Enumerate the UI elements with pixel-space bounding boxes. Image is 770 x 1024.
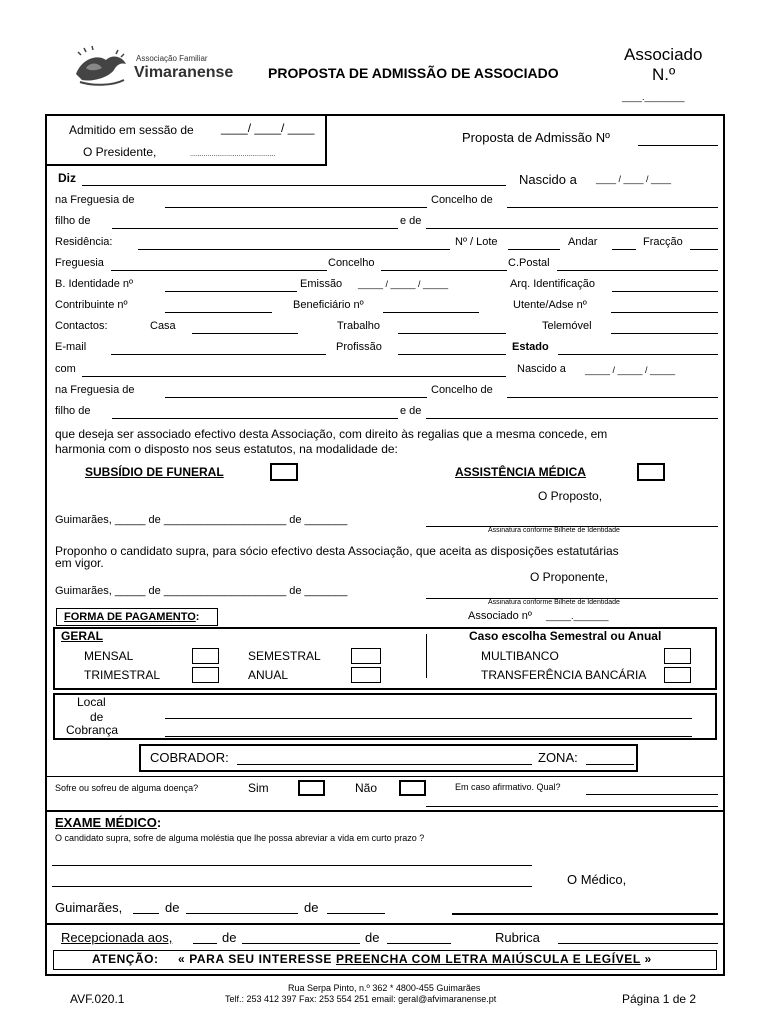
page-title: PROPOSTA DE ADMISSÃO DE ASSOCIADO <box>268 65 559 81</box>
estado-field[interactable] <box>558 354 718 355</box>
medico-label: O Médico, <box>567 872 627 887</box>
payment-title: FORMA DE PAGAMENTO: <box>64 611 200 623</box>
diz-label: Diz <box>58 171 76 185</box>
recepcionada-label: Recepcionada aos, <box>61 930 173 945</box>
statement-line1: que deseja ser associado efectivo desta Associação, com direito às regalias que a mesma concede, em <box>55 427 608 441</box>
proponent-line2: em vigor. <box>55 556 104 570</box>
residencia-label: Residência: <box>55 236 113 248</box>
contribuinte-label: Contribuinte nº <box>55 299 128 311</box>
zona-field[interactable] <box>586 764 634 765</box>
filho-de-field[interactable] <box>112 228 398 229</box>
cobranca-box <box>53 693 717 740</box>
spouse-freguesia-de-label: na Freguesia de <box>55 384 135 396</box>
notice-text: « PARA SEU INTERESSE PREENCHA COM LETRA MAIÚSCULA E LEGÍVEL » <box>178 952 652 966</box>
proponent-line1: Proponho o candidato supra, para sócio efectivo desta Associação, que aceita as disposições estatutárias <box>55 544 619 558</box>
semestral-label: SEMESTRAL <box>248 649 321 663</box>
assistencia-label: ASSISTÊNCIA MÉDICA <box>455 465 586 479</box>
rec-day-field[interactable] <box>193 943 217 944</box>
e-de-field[interactable] <box>426 228 718 229</box>
exam-month-field[interactable] <box>186 913 298 914</box>
spouse-concelho-de-field[interactable] <box>507 397 718 398</box>
rec-year-field[interactable] <box>387 943 451 944</box>
local-label: Local <box>77 695 106 709</box>
recepcionada-separator <box>47 923 723 925</box>
rubrica-label: Rubrica <box>495 930 540 945</box>
qual-label: Em caso afirmativo. Qual? <box>455 782 561 792</box>
spouse-filho-de-field[interactable] <box>112 418 398 419</box>
exam-day-field[interactable] <box>133 913 159 914</box>
freguesia-de-label: na Freguesia de <box>55 194 135 206</box>
concelho-de-label: Concelho de <box>431 194 493 206</box>
cobranca-label: Cobrança <box>66 723 119 737</box>
lote-field[interactable] <box>508 249 560 250</box>
filho-de-label: filho de <box>55 215 91 227</box>
medico-signature-line[interactable] <box>452 913 718 915</box>
notice-atencao: ATENÇÃO: <box>92 952 159 966</box>
nao-checkbox[interactable] <box>399 780 426 796</box>
footer-code: AVF.020.1 <box>70 992 125 1006</box>
multibanco-checkbox[interactable] <box>664 648 691 664</box>
caso-label: Caso escolha Semestral ou Anual <box>469 629 662 643</box>
presidente-signature[interactable]: ............................................ <box>190 151 276 158</box>
estado-label: Estado <box>512 341 549 353</box>
e-de-label: e de <box>400 215 422 227</box>
spouse-freguesia-de-field[interactable] <box>165 397 427 398</box>
cobrador-label: COBRADOR: <box>150 750 229 765</box>
health-separator <box>47 776 723 777</box>
mensal-label: MENSAL <box>84 649 134 663</box>
beneficiario-label: Beneficiário nº <box>293 299 364 311</box>
casa-field[interactable] <box>192 333 298 334</box>
spouse-nascido-date[interactable]: _____ / _____ / _____ <box>585 365 676 375</box>
mensal-checkbox[interactable] <box>192 648 219 664</box>
fraccao-label: Fracção <box>643 236 683 248</box>
andar-field[interactable] <box>612 249 636 250</box>
exam-title: EXAME MÉDICO: <box>55 815 162 830</box>
associado-no-label: Associado nº <box>468 610 532 622</box>
cpostal-field[interactable] <box>557 270 718 271</box>
contactos-label: Contactos: <box>55 320 108 332</box>
transferencia-checkbox[interactable] <box>664 667 691 683</box>
exam-guimaraes-label: Guimarães, <box>55 900 123 915</box>
health-question: Sofre ou sofreu de alguma doença? <box>55 783 199 793</box>
exam-de2-label: de <box>304 900 319 915</box>
logo-line1: Associação Familiar <box>136 54 208 63</box>
proposta-number-label: Proposta de Admissão Nº <box>462 130 610 145</box>
concelho-de-field[interactable] <box>507 207 718 208</box>
email-label: E-mail <box>55 341 87 353</box>
nascido-date[interactable]: ____ / ____ / ____ <box>596 174 672 184</box>
numero-label: N.º <box>652 65 676 84</box>
statement-date[interactable]: Guimarães, _____ de ____________________ de _______ <box>55 514 348 526</box>
numero-blank: ____.________ <box>622 92 685 102</box>
profissao-label: Profissão <box>336 341 382 353</box>
cobranca-field-1[interactable] <box>165 718 692 719</box>
arq-label: Arq. Identificação <box>510 278 595 290</box>
exam-year-field[interactable] <box>327 913 385 914</box>
freguesia-label: Freguesia <box>55 257 104 269</box>
telemovel-field[interactable] <box>611 333 718 334</box>
rec-de2-label: de <box>365 930 380 945</box>
sim-checkbox[interactable] <box>298 780 325 796</box>
exam-field-1[interactable] <box>52 865 532 866</box>
com-label: com <box>55 363 76 375</box>
freguesia-field[interactable] <box>111 270 327 271</box>
semestral-checkbox[interactable] <box>351 648 381 664</box>
rec-month-field[interactable] <box>242 943 360 944</box>
logo <box>72 44 237 90</box>
emissao-label: Emissão <box>300 278 343 290</box>
subsidio-checkbox[interactable] <box>270 463 298 481</box>
anual-label: ANUAL <box>248 668 289 682</box>
payment-divider <box>426 634 427 678</box>
cobranca-field-2[interactable] <box>165 736 692 737</box>
spouse-concelho-de-label: Concelho de <box>431 384 493 396</box>
casa-label: Casa <box>150 320 176 332</box>
rubrica-field[interactable] <box>558 943 718 944</box>
statement-assinatura: Assinatura conforme Bilhete de Identidade <box>488 527 620 534</box>
beneficiario-field[interactable] <box>383 312 479 313</box>
fraccao-field[interactable] <box>690 249 718 250</box>
associado-label: Associado <box>624 45 703 64</box>
transferencia-label: TRANSFERÊNCIA BANCÁRIA <box>481 668 647 682</box>
spouse-e-de-label: e de <box>400 405 422 417</box>
freguesia-de-field[interactable] <box>165 207 427 208</box>
local-de-label: de <box>90 710 104 724</box>
admitido-date[interactable]: ____/ ____/ ____ <box>221 121 315 135</box>
nascido-label: Nascido a <box>519 172 577 187</box>
exam-field-2[interactable] <box>52 886 532 887</box>
subsidio-label: SUBSÍDIO DE FUNERAL <box>85 465 224 479</box>
proponent-date[interactable]: Guimarães, _____ de ____________________ de _______ <box>55 585 348 597</box>
proposta-number-field[interactable] <box>638 145 718 146</box>
nao-label: Não <box>355 781 378 795</box>
admitido-label: Admitido em sessão de <box>69 123 194 137</box>
com-field[interactable] <box>82 376 506 377</box>
profissao-field[interactable] <box>398 354 506 355</box>
residencia-field[interactable] <box>138 249 450 250</box>
spouse-nascido-label: Nascido a <box>517 363 566 375</box>
concelho-label: Concelho <box>328 257 375 269</box>
zona-label: ZONA: <box>538 750 578 765</box>
trimestral-checkbox[interactable] <box>192 667 219 683</box>
logo-emblem-icon <box>72 44 132 88</box>
exam-question: O candidato supra, sofre de alguma moléstia que lhe possa abreviar a vida em curto prazo ? <box>55 833 425 843</box>
rec-de1-label: de <box>222 930 237 945</box>
proponente-label: O Proponente, <box>530 570 609 584</box>
trabalho-label: Trabalho <box>337 320 381 332</box>
qual-field-2[interactable] <box>426 806 718 807</box>
lote-label: Nº / Lote <box>455 236 498 248</box>
andar-label: Andar <box>568 236 598 248</box>
exam-separator <box>47 810 723 812</box>
spouse-filho-de-label: filho de <box>55 405 91 417</box>
assistencia-checkbox[interactable] <box>637 463 665 481</box>
bi-label: B. Identidade nº <box>55 278 134 290</box>
statement-line2: harmonia com o disposto nos seus estatutos, na modalidade de: <box>55 442 398 456</box>
footer-address: Rua Serpa Pinto, n.º 362 * 4800-455 Guimarães <box>288 983 481 993</box>
sim-label: Sim <box>248 781 269 795</box>
utente-label: Utente/Adse nº <box>513 299 587 311</box>
bi-field[interactable] <box>165 291 297 292</box>
qual-field-1[interactable] <box>586 794 718 795</box>
utente-field[interactable] <box>611 312 718 313</box>
spouse-e-de-field[interactable] <box>426 418 718 419</box>
logo-line2: Vimaranense <box>134 64 234 81</box>
emissao-date[interactable]: _____ / _____ / _____ <box>358 279 449 289</box>
trabalho-field[interactable] <box>398 333 506 334</box>
diz-field[interactable] <box>82 185 506 186</box>
proposto-label: O Proposto, <box>538 489 603 503</box>
multibanco-label: MULTIBANCO <box>481 649 559 663</box>
associado-no-blank[interactable]: _____._______ <box>546 611 609 621</box>
anual-checkbox[interactable] <box>351 667 381 683</box>
exam-de1-label: de <box>165 900 180 915</box>
presidente-label: O Presidente, <box>83 145 157 159</box>
arq-field[interactable] <box>612 291 718 292</box>
footer-contacts: Telf.: 253 412 397 Fax: 253 554 251 email: geral@afvimaranense.pt <box>225 994 497 1004</box>
email-field[interactable] <box>111 354 326 355</box>
contribuinte-field[interactable] <box>165 312 272 313</box>
footer-page: Página 1 de 2 <box>622 992 697 1006</box>
proponent-assinatura: Assinatura conforme Bilhete de Identidade <box>488 599 620 606</box>
cpostal-label: C.Postal <box>508 257 550 269</box>
trimestral-label: TRIMESTRAL <box>84 668 161 682</box>
telemovel-label: Telemóvel <box>542 320 592 332</box>
concelho-field[interactable] <box>381 270 507 271</box>
geral-label: GERAL <box>61 629 103 643</box>
cobrador-field[interactable] <box>237 764 532 765</box>
